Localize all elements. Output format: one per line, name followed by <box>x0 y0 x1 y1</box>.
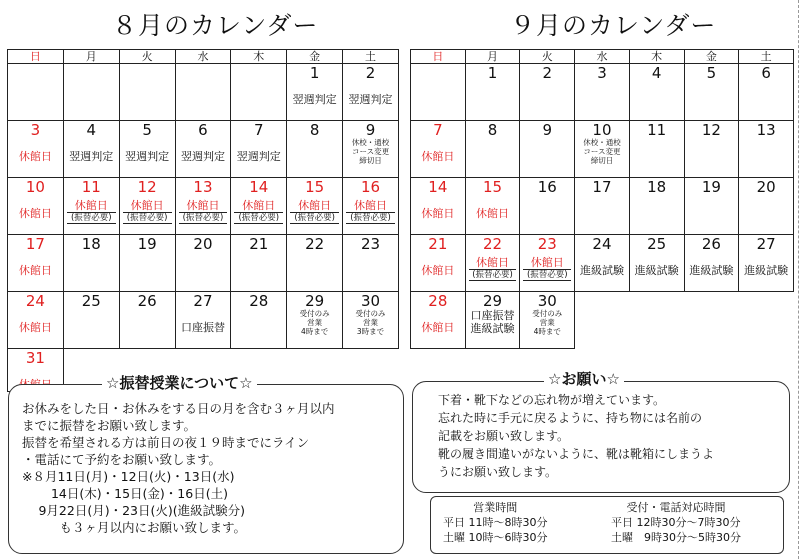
calendar-day <box>343 292 399 349</box>
august-calendar <box>7 49 399 392</box>
day-number: 28 <box>249 292 269 310</box>
calendar-day-empty <box>575 292 630 349</box>
transfer-line: 14日(木)・15日(金)・16日(土) <box>22 486 228 501</box>
calendar-day <box>231 235 287 292</box>
day-number: 14 <box>428 178 448 196</box>
request-line: 下着・靴下などの忘れ物が増えています。 <box>438 393 666 407</box>
calendar-day <box>231 121 287 178</box>
calendar-week <box>411 292 794 349</box>
day-number: 6 <box>198 121 208 139</box>
day-number: 21 <box>428 235 448 253</box>
closed-label: 休館日 <box>130 199 164 212</box>
request-body <box>438 391 714 481</box>
calendar-day <box>8 178 64 235</box>
day-note: 営業 <box>307 318 323 327</box>
business-hours-weekday: 平日 11時～8時30分 <box>443 516 548 529</box>
weekday-header: 土 <box>343 50 399 64</box>
calendar-day <box>411 235 466 292</box>
day-note: 3時まで <box>356 327 385 336</box>
calendar-day <box>8 64 64 121</box>
calendar-day <box>175 64 231 121</box>
calendar-day <box>63 178 119 235</box>
reception-hours-weekday: 平日 12時30分～7時30分 <box>611 516 741 529</box>
closed-label: 休館日 <box>421 321 455 334</box>
calendar-day <box>287 235 343 292</box>
reception-hours-title: 受付・電話対応時間 <box>626 501 726 514</box>
day-event: 進級試験 <box>634 264 679 277</box>
calendar-day <box>119 292 175 349</box>
closed-label: 休館日 <box>18 150 52 163</box>
weekday-header: 火 <box>119 50 175 64</box>
calendar-week <box>411 178 794 235</box>
calendar-day <box>411 178 466 235</box>
request-line: 靴の履き間違いがないように、靴は靴箱にしまうよ <box>438 447 715 461</box>
day-number: 26 <box>701 235 721 253</box>
page-divider <box>798 0 799 559</box>
calendar-day <box>63 235 119 292</box>
calendar-day <box>575 121 630 178</box>
transfer-line: も３ヶ月以内にお願い致します。 <box>22 520 247 535</box>
transfer-info-title: ☆振替授業について☆ <box>102 372 257 393</box>
calendar-day <box>175 235 231 292</box>
weekday-header: 水 <box>575 50 630 64</box>
calendar-day <box>119 178 175 235</box>
transfer-info-body <box>22 400 335 536</box>
calendar-day <box>629 178 684 235</box>
transfer-line: ・電話にて予約をお願い致します。 <box>22 452 222 467</box>
calendar-day <box>575 178 630 235</box>
calendar-day <box>465 121 520 178</box>
calendar-day <box>231 178 287 235</box>
request-line: 記載をお願い致します。 <box>438 429 570 443</box>
calendar-day <box>287 121 343 178</box>
closed-label: 休館日 <box>18 264 52 277</box>
day-number: 3 <box>30 121 41 139</box>
closed-label: 休館日 <box>530 256 564 269</box>
calendar-day <box>343 178 399 235</box>
weekday-header: 水 <box>175 50 231 64</box>
calendar-day <box>684 235 739 292</box>
calendar-day <box>8 292 64 349</box>
closed-label: 休館日 <box>298 199 332 212</box>
day-number: 17 <box>25 235 45 253</box>
closed-label: 休館日 <box>421 264 455 277</box>
business-hours-saturday: 土曜 10時～6時30分 <box>443 531 548 544</box>
transfer-line: お休みをした日・お休みをする日の月を含む３ヶ月以内 <box>22 401 335 416</box>
calendar-day <box>465 292 520 349</box>
day-event: 翌週判定 <box>69 150 114 163</box>
calendar-day <box>119 121 175 178</box>
calendar-day <box>119 235 175 292</box>
business-hours <box>443 500 548 545</box>
closed-label: 休館日 <box>421 207 455 220</box>
day-number: 14 <box>249 178 269 196</box>
day-number: 6 <box>761 64 771 82</box>
day-number: 18 <box>647 178 667 196</box>
day-number: 22 <box>483 235 503 253</box>
calendar-day <box>629 121 684 178</box>
calendar-day <box>287 178 343 235</box>
day-event: 進級試験 <box>689 264 734 277</box>
day-number: 20 <box>756 178 776 196</box>
weekday-header: 月 <box>465 50 520 64</box>
day-note: 4時まで <box>533 327 561 336</box>
closed-label: 休館日 <box>186 199 220 212</box>
calendar-day <box>684 64 739 121</box>
makeup-required-label: (振替必要) <box>123 212 172 224</box>
day-number: 17 <box>592 178 612 196</box>
closed-label: 休館日 <box>421 150 455 163</box>
day-number: 24 <box>592 235 612 253</box>
day-number: 10 <box>592 121 612 139</box>
day-number: 22 <box>305 235 325 253</box>
day-event: 翌週判定 <box>348 93 393 106</box>
day-number: 3 <box>597 64 607 82</box>
closed-label: 休館日 <box>74 199 108 212</box>
day-number: 28 <box>428 292 448 310</box>
september-title: ９月のカレンダー <box>510 11 717 40</box>
day-number: 9 <box>542 121 553 139</box>
day-note: 受付のみ <box>532 309 563 318</box>
day-number: 2 <box>365 64 376 82</box>
calendar-day <box>739 235 794 292</box>
transfer-line: 9月22日(月)・23日(火)(進級試験分) <box>22 503 245 518</box>
calendar-day <box>520 121 575 178</box>
calendar-day <box>231 292 287 349</box>
request-title: ☆お願い☆ <box>544 368 624 389</box>
day-event: 翌週判定 <box>236 150 281 163</box>
makeup-required-label: (振替必要) <box>179 212 228 224</box>
day-number: 1 <box>487 64 498 82</box>
day-number: 24 <box>25 292 45 310</box>
calendar-day-empty <box>684 292 739 349</box>
day-number: 30 <box>537 292 557 310</box>
day-number: 16 <box>360 178 381 196</box>
calendar-day <box>575 235 630 292</box>
transfer-line: 振替を希望される方は前日の夜１９時までにライン <box>22 435 310 450</box>
calendar-day <box>520 292 575 349</box>
calendar-day <box>465 178 520 235</box>
calendar-day <box>231 64 287 121</box>
weekday-header: 土 <box>739 50 794 64</box>
day-number: 23 <box>360 235 381 253</box>
calendar-day <box>119 64 175 121</box>
makeup-required-label: (振替必要) <box>469 269 517 281</box>
makeup-required-label: (振替必要) <box>290 212 339 224</box>
calendar-day <box>343 235 399 292</box>
day-event: 翌週判定 <box>180 150 225 163</box>
day-number: 30 <box>360 292 381 310</box>
day-note: コース変更 <box>351 147 390 156</box>
day-number: 20 <box>193 235 213 253</box>
transfer-line: までに振替をお願い致します。 <box>22 418 197 433</box>
day-number: 29 <box>305 292 325 310</box>
calendar-day <box>8 121 64 178</box>
august-title: ８月のカレンダー <box>112 11 319 40</box>
makeup-required-label: (振替必要) <box>234 212 283 224</box>
day-note: 営業 <box>539 318 555 327</box>
closed-label: 休館日 <box>476 207 510 220</box>
day-number: 5 <box>142 121 152 139</box>
reception-hours-saturday: 土曜 9時30分～5時30分 <box>611 531 741 544</box>
calendar-week <box>8 178 399 235</box>
closed-label: 休館日 <box>18 207 52 220</box>
calendar-week <box>411 64 794 121</box>
weekday-header: 木 <box>231 50 287 64</box>
day-number: 25 <box>81 292 101 310</box>
day-note: コース変更 <box>583 147 621 156</box>
weekday-header: 日 <box>411 50 466 64</box>
calendar-day <box>411 121 466 178</box>
day-number: 19 <box>701 178 721 196</box>
calendar-day <box>411 292 466 349</box>
september-calendar <box>410 49 794 349</box>
day-number: 4 <box>86 121 97 139</box>
calendar-day <box>739 178 794 235</box>
calendar-day <box>739 64 794 121</box>
day-number: 7 <box>433 121 443 139</box>
request-line: 忘れた時に手元に戻るように、持ち物には名前の <box>438 411 703 425</box>
closed-label: 休館日 <box>18 321 52 334</box>
calendar-day <box>63 121 119 178</box>
day-number: 11 <box>647 121 667 139</box>
day-number: 27 <box>756 235 776 253</box>
calendar-day <box>175 121 231 178</box>
day-number: 7 <box>254 121 264 139</box>
day-number: 26 <box>137 292 157 310</box>
day-event: 進級試験 <box>579 264 624 277</box>
calendar-day <box>520 178 575 235</box>
calendar-day <box>63 292 119 349</box>
makeup-required-label: (振替必要) <box>67 212 116 224</box>
weekday-header: 木 <box>629 50 684 64</box>
calendar-day <box>629 64 684 121</box>
makeup-required-label: (振替必要) <box>523 269 571 281</box>
day-note: 受付のみ <box>299 309 330 318</box>
calendar-day <box>343 64 399 121</box>
calendar-day <box>175 292 231 349</box>
day-number: 9 <box>365 121 376 139</box>
day-number: 13 <box>756 121 776 139</box>
calendar-day <box>287 292 343 349</box>
day-note: 受付のみ <box>355 309 386 318</box>
calendar-week <box>8 121 399 178</box>
day-number: 10 <box>25 178 45 196</box>
day-note: 4時まで <box>301 327 329 336</box>
closed-label: 休館日 <box>354 199 388 212</box>
weekday-header: 金 <box>287 50 343 64</box>
day-number: 1 <box>309 64 320 82</box>
calendar-day <box>684 121 739 178</box>
day-number: 4 <box>651 64 662 82</box>
day-number: 15 <box>305 178 325 196</box>
calendar-day <box>175 178 231 235</box>
day-number: 29 <box>483 292 503 310</box>
calendar-day <box>739 121 794 178</box>
calendar-week <box>411 235 794 292</box>
calendar-week <box>8 292 399 349</box>
calendar-day <box>465 64 520 121</box>
calendar-day <box>629 235 684 292</box>
day-note: 休校・通校 <box>583 138 621 147</box>
day-note: 営業 <box>363 318 379 327</box>
weekday-header: 月 <box>63 50 119 64</box>
weekday-header: 日 <box>8 50 64 64</box>
day-event: 進級試験 <box>470 322 515 335</box>
day-number: 2 <box>542 64 553 82</box>
calendar-day <box>287 64 343 121</box>
day-event: 翌週判定 <box>292 93 337 106</box>
day-number: 8 <box>487 121 498 139</box>
day-event: 進級試験 <box>744 264 789 277</box>
hours-box <box>430 496 784 554</box>
day-note: 締切日 <box>590 156 614 165</box>
closed-label: 休館日 <box>242 199 276 212</box>
reception-hours <box>611 500 741 545</box>
day-number: 8 <box>309 121 320 139</box>
day-number: 31 <box>25 349 45 367</box>
calendar-day <box>465 235 520 292</box>
day-number: 13 <box>193 178 213 196</box>
day-number: 27 <box>193 292 213 310</box>
day-note: 締切日 <box>359 156 382 165</box>
weekday-header: 金 <box>684 50 739 64</box>
request-line: うにお願い致します。 <box>438 465 558 479</box>
calendar-day <box>520 64 575 121</box>
day-number: 21 <box>249 235 269 253</box>
day-number: 11 <box>81 178 101 196</box>
day-number: 5 <box>706 64 717 82</box>
day-event: 口座振替 <box>180 321 225 334</box>
calendar-day <box>8 235 64 292</box>
closed-label: 休館日 <box>476 256 510 269</box>
business-hours-title: 営業時間 <box>473 501 518 514</box>
day-event: 口座振替 <box>470 309 515 322</box>
calendar-day <box>684 178 739 235</box>
calendar-day <box>575 64 630 121</box>
day-number: 12 <box>701 121 721 139</box>
day-number: 15 <box>483 178 503 196</box>
calendar-day <box>343 121 399 178</box>
day-note: 休校・通校 <box>351 138 390 147</box>
day-number: 16 <box>537 178 557 196</box>
day-event: 翌週判定 <box>125 150 170 163</box>
day-number: 12 <box>137 178 157 196</box>
weekday-header: 火 <box>520 50 575 64</box>
calendar-week <box>8 64 399 121</box>
transfer-line: ※８月11日(月)・12日(火)・13日(水) <box>22 469 235 484</box>
day-number: 19 <box>137 235 157 253</box>
calendar-day <box>520 235 575 292</box>
calendar-day <box>411 64 466 121</box>
calendar-day-empty <box>739 292 794 349</box>
day-number: 25 <box>647 235 667 253</box>
makeup-required-label: (振替必要) <box>346 212 395 224</box>
calendar-week <box>411 121 794 178</box>
calendar-day <box>63 64 119 121</box>
day-number: 23 <box>537 235 557 253</box>
calendar-week <box>8 235 399 292</box>
day-number: 18 <box>81 235 101 253</box>
calendar-day-empty <box>629 292 684 349</box>
